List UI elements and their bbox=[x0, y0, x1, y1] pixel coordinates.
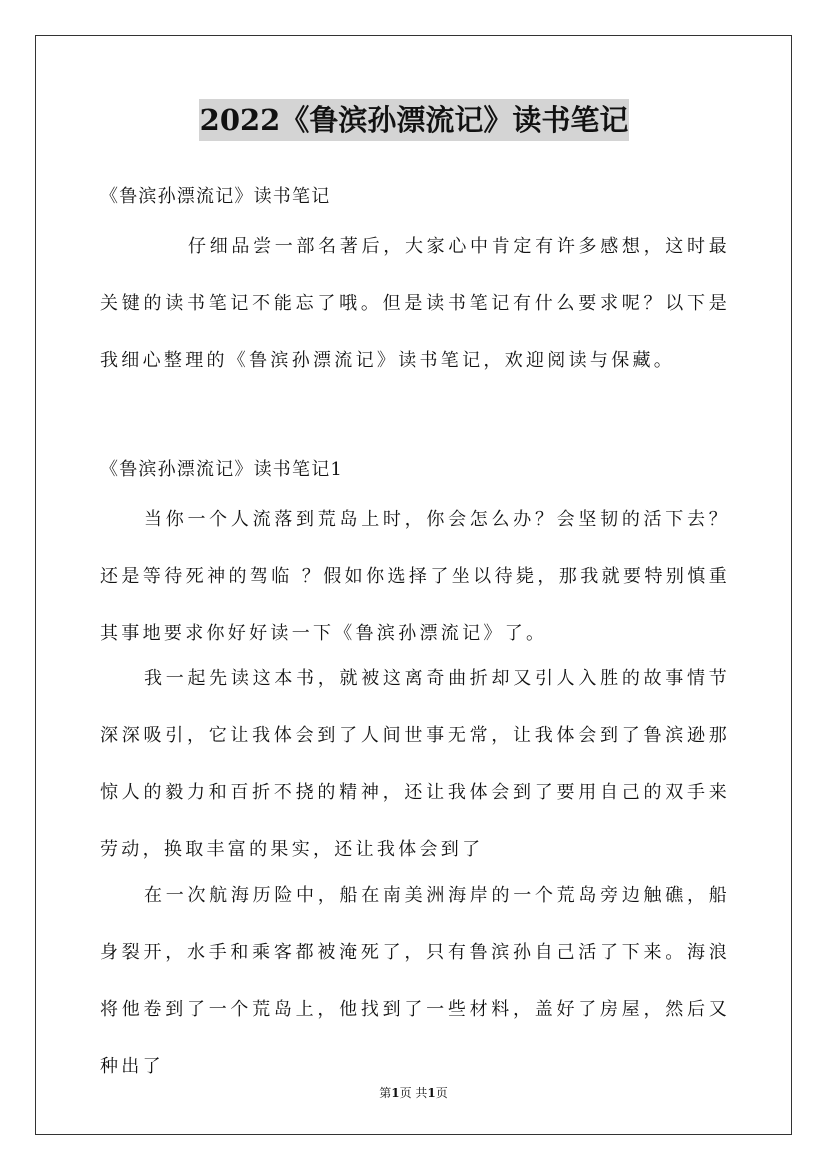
page-footer bbox=[0, 1084, 827, 1101]
body-paragraph-2: 我一起先读这本书，就被这离奇曲折却又引人入胜的故事情节深深吸引，它让我体会到了人间世事无常，让我体会到了鲁滨逊那惊人的毅力和百折不挠的精神，还让我体会到了要用自己的双手来劳动，换取丰富的果实，还让我体会到了 bbox=[100, 668, 730, 860]
footer-page-prefix: 第 bbox=[379, 1086, 392, 1100]
document-title: 2022《鲁滨孙漂流记》读书笔记 bbox=[199, 99, 629, 141]
body-paragraph-1: 当你一个人流落到荒岛上时，你会怎么办？会坚韧的活下去？还是等待死神的驾临 ？假如你选择了坐以待毙，那我就要特别慎重其事地要求你好好读一下《鲁滨孙漂流记》了。 bbox=[100, 509, 730, 644]
footer-page-number: 1 bbox=[391, 1086, 400, 1100]
document-subtitle: 《鲁滨孙漂流记》读书笔记 bbox=[100, 186, 331, 207]
footer-page-total: 1 bbox=[427, 1086, 436, 1100]
body-paragraph-3: 在一次航海历险中，船在南美洲海岸的一个荒岛旁边触礁，船身裂开，水手和乘客都被淹死了，只有鲁滨孙自己活了下来。海浪将他卷到了一个荒岛上，他找到了一些材料，盖好了房屋，然后又种出了 bbox=[100, 885, 730, 1077]
section-heading: 《鲁滨孙漂流记》读书笔记1 bbox=[100, 459, 344, 480]
footer-page-suffix: 页 bbox=[435, 1086, 448, 1100]
footer-page-mid: 页 共 bbox=[399, 1086, 428, 1100]
intro-paragraph: 仔细品尝一部名著后，大家心中肯定有许多感想，这时最关键的读书笔记不能忘了哦。但是读书笔记有什么要求呢？以下是我细心整理的《鲁滨孙漂流记》读书笔记，欢迎阅读与保藏。 bbox=[100, 236, 730, 371]
